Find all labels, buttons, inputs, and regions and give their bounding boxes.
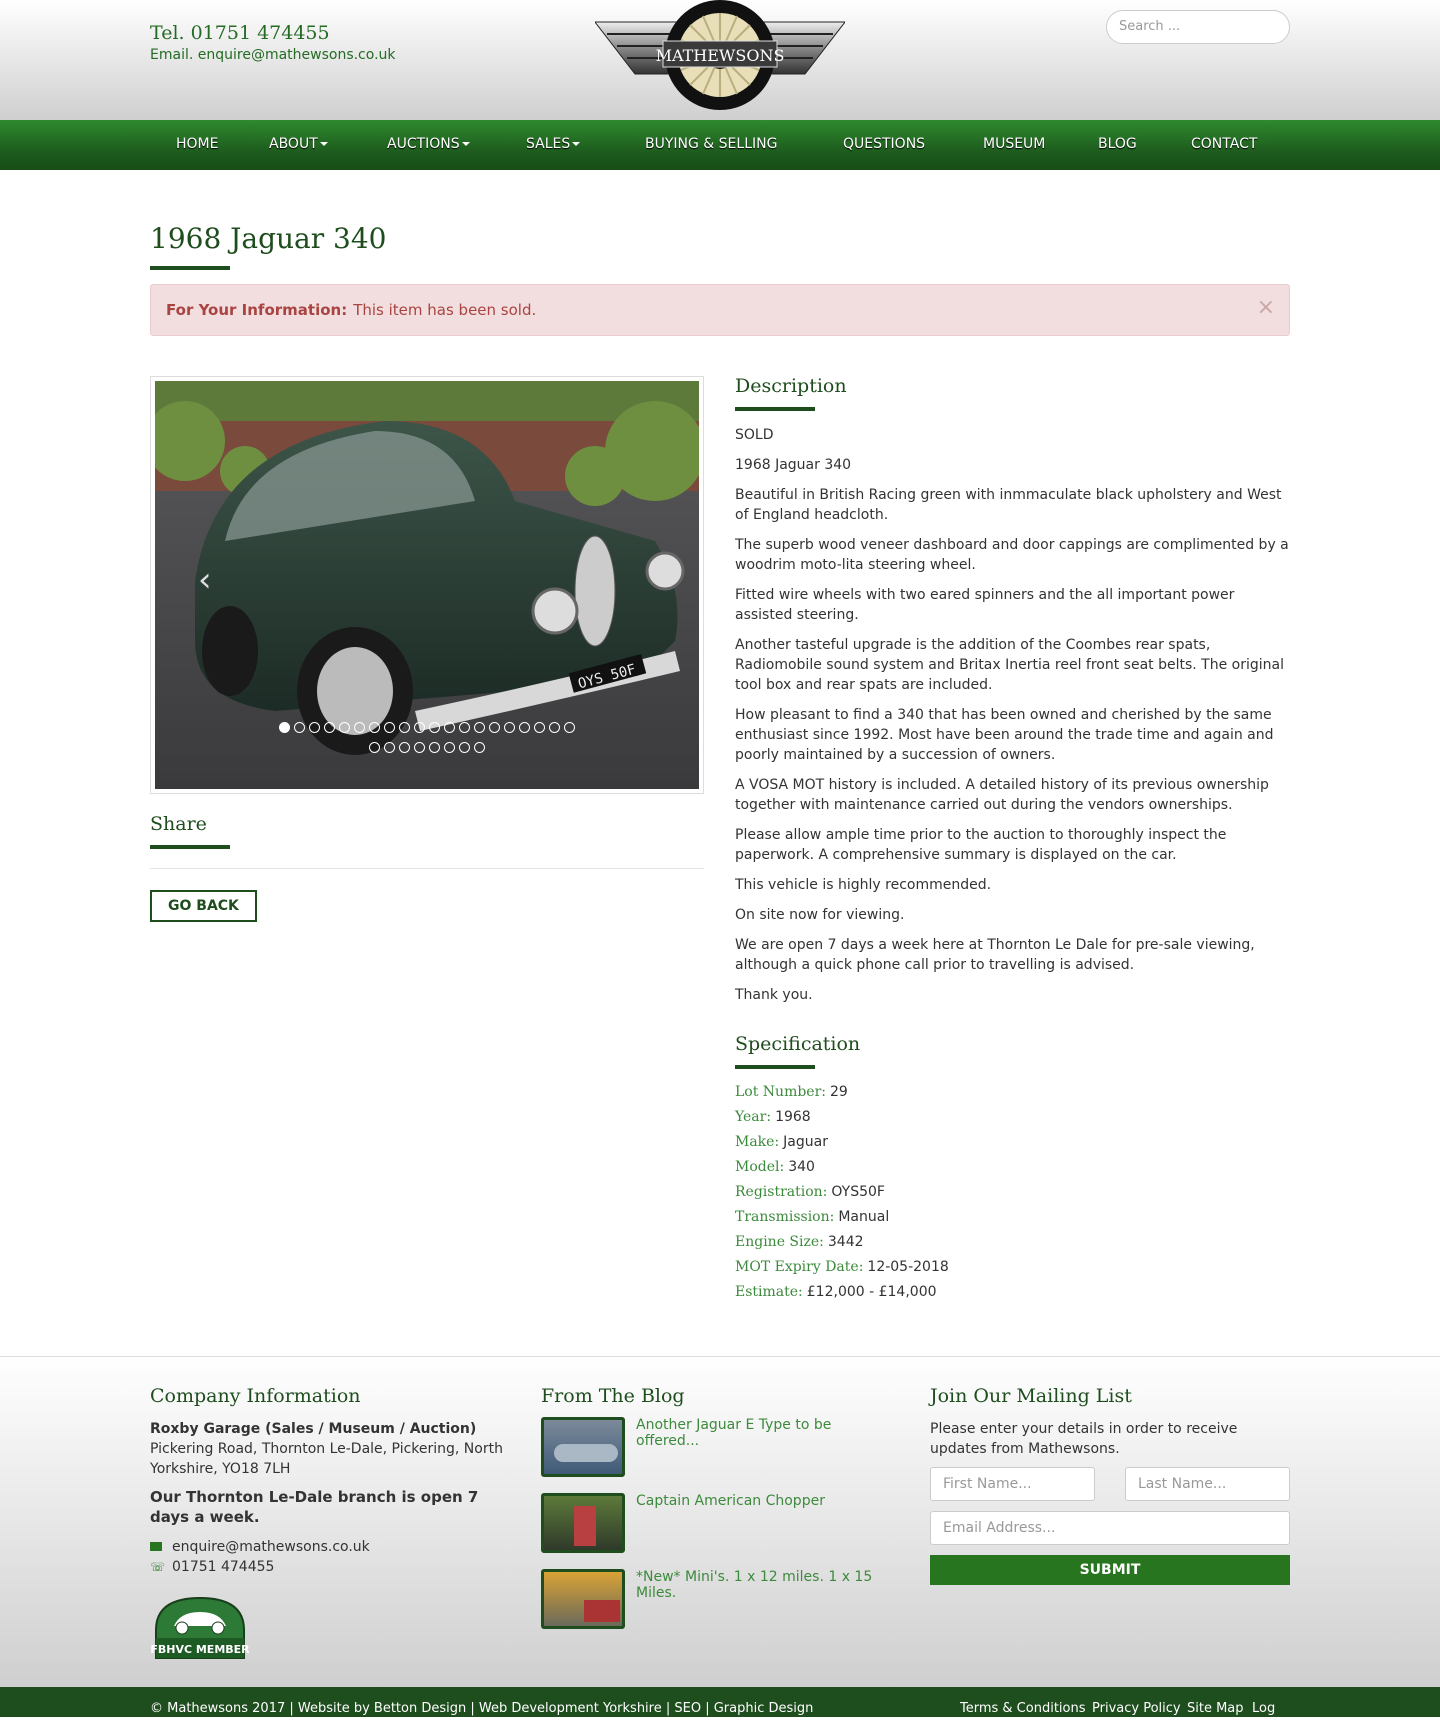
- blog-heading: From The Blog: [541, 1385, 685, 1407]
- nav-museum[interactable]: MUSEUM: [983, 136, 1046, 152]
- desc-paragraph: How pleasant to find a 340 that has been owned and cherished by the same enthusiast since 1992. Most have been around the trade time and again and poorly maintained by a succession of owners.: [735, 707, 1274, 763]
- bottom-bar: [0, 1687, 1440, 1731]
- carousel-dot[interactable]: [444, 742, 455, 753]
- carousel-dot[interactable]: [549, 722, 560, 733]
- carousel-dot[interactable]: [294, 722, 305, 733]
- nav-auctions[interactable]: AUCTIONS: [387, 136, 470, 152]
- blog-item[interactable]: [541, 1417, 901, 1481]
- share-underline: [150, 845, 230, 849]
- site-logo[interactable]: [595, 0, 845, 112]
- divider: [150, 868, 704, 869]
- desc-paragraph: Please allow ample time prior to the auction to thoroughly inspect the paperwork. A comprehensive summary is displayed on the car.: [735, 827, 1227, 863]
- header-phone[interactable]: Tel. 01751 474455: [150, 22, 330, 44]
- alert-text: This item has been sold.: [353, 301, 537, 319]
- site-header: [0, 0, 1440, 120]
- carousel-indicators-row2: [151, 741, 703, 757]
- spec-row-transmission: Transmission: Manual: [735, 1209, 890, 1225]
- caret-down-icon: [462, 142, 470, 146]
- go-back-button[interactable]: GO BACK: [150, 890, 257, 922]
- spec-row-make: Make: Jaguar: [735, 1134, 828, 1150]
- site-footer: [0, 1356, 1440, 1687]
- specification-underline: [735, 1065, 815, 1069]
- blog-thumbnail[interactable]: [541, 1569, 625, 1629]
- caret-down-icon: [320, 142, 328, 146]
- spec-row-model: Model: 340: [735, 1159, 815, 1175]
- company-name: Roxby Garage (Sales / Museum / Auction): [150, 1421, 477, 1437]
- main-nav: [0, 120, 1440, 170]
- carousel-dot[interactable]: [444, 722, 455, 733]
- search-input[interactable]: Search ...: [1106, 10, 1290, 44]
- carousel-indicators: [151, 721, 703, 737]
- desc-paragraph: Another tasteful upgrade is the addition of the Coombes rear spats, Radiomobile sound system and Britax Inertia reel front seat belts. The original tool box and rear spats are included.: [735, 637, 1284, 693]
- blog-item[interactable]: [541, 1569, 901, 1633]
- spec-row-lot: Lot Number: 29: [735, 1084, 848, 1100]
- spec-row-engine: Engine Size: 3442: [735, 1234, 864, 1250]
- carousel-dot[interactable]: [369, 742, 380, 753]
- carousel-dot[interactable]: [504, 722, 515, 733]
- nav-questions[interactable]: QUESTIONS: [843, 136, 926, 152]
- spec-row-registration: Registration: OYS50F: [735, 1184, 885, 1200]
- nav-blog[interactable]: BLOG: [1098, 136, 1137, 152]
- desc-paragraph: 1968 Jaguar 340: [735, 457, 852, 473]
- logo-text: MATHEWSONS: [655, 46, 785, 65]
- carousel-dot[interactable]: [339, 722, 350, 733]
- carousel-dot[interactable]: [474, 722, 485, 733]
- carousel-dot[interactable]: [309, 722, 320, 733]
- carousel-dot[interactable]: [474, 742, 485, 753]
- mailing-text: Please enter your details in order to receive updates from Mathewsons.: [930, 1421, 1238, 1457]
- nav-home[interactable]: HOME: [176, 136, 219, 152]
- carousel-dot[interactable]: [279, 722, 290, 733]
- desc-paragraph: Thank you.: [735, 987, 813, 1003]
- copyright[interactable]: © Mathewsons 2017 | Website by Betton Design | Web Development Yorkshire | SEO | Graphic Design: [150, 1701, 814, 1716]
- plate-text: OYS 50F: [576, 661, 638, 693]
- login-link[interactable]: Log In: [1252, 1701, 1276, 1731]
- company-heading: Company Information: [150, 1385, 361, 1407]
- terms-link[interactable]: Terms & Conditions: [960, 1701, 1086, 1716]
- car-carousel[interactable]: [150, 376, 704, 794]
- first-name-input[interactable]: First Name...: [930, 1467, 1095, 1501]
- spec-row-year: Year: 1968: [735, 1109, 811, 1125]
- carousel-dot[interactable]: [324, 722, 335, 733]
- carousel-dot[interactable]: [369, 722, 380, 733]
- footer-phone-row[interactable]: ☏ 01751 474455: [150, 1559, 275, 1575]
- share-heading: Share: [150, 813, 207, 835]
- nav-contact[interactable]: CONTACT: [1191, 136, 1258, 152]
- email-input[interactable]: Email Address...: [930, 1511, 1290, 1545]
- carousel-dot[interactable]: [459, 722, 470, 733]
- desc-paragraph: We are open 7 days a week here at Thornton Le Dale for pre-sale viewing, although a quick phone call prior to travelling is advised.: [735, 937, 1255, 973]
- blog-link[interactable]: Captain American Chopper: [636, 1493, 825, 1509]
- footer-email-row[interactable]: enquire@mathewsons.co.uk: [150, 1537, 370, 1557]
- carousel-dot[interactable]: [429, 722, 440, 733]
- fbhvc-badge: [150, 1596, 250, 1660]
- opening-note: Our Thornton Le-Dale branch is open 7 days a week.: [150, 1488, 479, 1526]
- sitemap-link[interactable]: Site Map: [1187, 1701, 1244, 1716]
- carousel-dot[interactable]: [384, 742, 395, 753]
- last-name-input[interactable]: Last Name...: [1125, 1467, 1290, 1501]
- spec-row-mot: MOT Expiry Date: 12-05-2018: [735, 1259, 949, 1275]
- description-heading: Description: [735, 375, 847, 397]
- carousel-dot[interactable]: [459, 742, 470, 753]
- desc-paragraph: The superb wood veneer dashboard and door cappings are complimented by a woodrim moto-lita steering wheel.: [735, 537, 1289, 573]
- carousel-dot[interactable]: [489, 722, 500, 733]
- blog-link[interactable]: *New* Mini's. 1 x 12 miles. 1 x 15 Miles.: [636, 1569, 873, 1601]
- spec-row-estimate: Estimate: £12,000 - £14,000: [735, 1284, 937, 1300]
- mailing-heading: Join Our Mailing List: [930, 1385, 1132, 1407]
- header-email[interactable]: Email. enquire@mathewsons.co.uk: [150, 47, 396, 63]
- carousel-dot[interactable]: [399, 722, 410, 733]
- carousel-dot[interactable]: [384, 722, 395, 733]
- desc-paragraph: Fitted wire wheels with two eared spinners and the all important power assisted steering.: [735, 587, 1235, 623]
- blog-item[interactable]: [541, 1493, 901, 1557]
- phone-icon: ☏: [150, 1560, 166, 1574]
- main-content: [150, 170, 1290, 1470]
- privacy-link[interactable]: Privacy Policy: [1092, 1701, 1181, 1716]
- submit-button[interactable]: SUBMIT: [930, 1555, 1290, 1585]
- close-icon[interactable]: ×: [1256, 295, 1275, 320]
- desc-paragraph: This vehicle is highly recommended.: [735, 877, 992, 893]
- carousel-dot[interactable]: [414, 742, 425, 753]
- desc-paragraph: Beautiful in British Racing green with inmmaculate black upholstery and West of England headcloth.: [735, 487, 1282, 523]
- chevron-left-icon: ‹: [198, 560, 212, 600]
- carousel-dot[interactable]: [414, 722, 425, 733]
- desc-paragraph: SOLD: [735, 427, 774, 443]
- carousel-dot[interactable]: [564, 722, 575, 733]
- desc-paragraph: On site now for viewing.: [735, 907, 905, 923]
- caret-down-icon: [572, 142, 580, 146]
- alert-label: For Your Information:: [166, 301, 348, 319]
- envelope-icon: [150, 1542, 162, 1551]
- desc-paragraph: A VOSA MOT history is included. A detailed history of its previous ownership together with maintenance carried out during the vendors ownerships.: [735, 777, 1269, 813]
- nav-about[interactable]: ABOUT: [269, 136, 328, 152]
- carousel-dot[interactable]: [354, 722, 365, 733]
- carousel-dot[interactable]: [399, 742, 410, 753]
- blog-thumbnail[interactable]: [541, 1493, 625, 1553]
- company-address: Pickering Road, Thornton Le-Dale, Pickering, North Yorkshire, YO18 7LH: [150, 1441, 503, 1477]
- specification-list: [735, 1080, 949, 1305]
- nav-sales[interactable]: SALES: [526, 136, 580, 152]
- description-body: [735, 425, 1290, 1015]
- blog-thumbnail[interactable]: [541, 1417, 625, 1477]
- title-underline: [150, 266, 230, 270]
- badge-text: FBHVC MEMBER: [150, 1643, 250, 1656]
- carousel-dot[interactable]: [519, 722, 530, 733]
- specification-heading: Specification: [735, 1033, 861, 1055]
- page-title: 1968 Jaguar 340: [150, 222, 387, 255]
- nav-buying-selling[interactable]: BUYING & SELLING: [645, 136, 778, 152]
- description-underline: [735, 407, 815, 411]
- carousel-dot[interactable]: [429, 742, 440, 753]
- blog-link[interactable]: Another Jaguar E Type to be offered...: [636, 1417, 832, 1449]
- carousel-dot[interactable]: [534, 722, 545, 733]
- sold-alert: [150, 284, 1290, 336]
